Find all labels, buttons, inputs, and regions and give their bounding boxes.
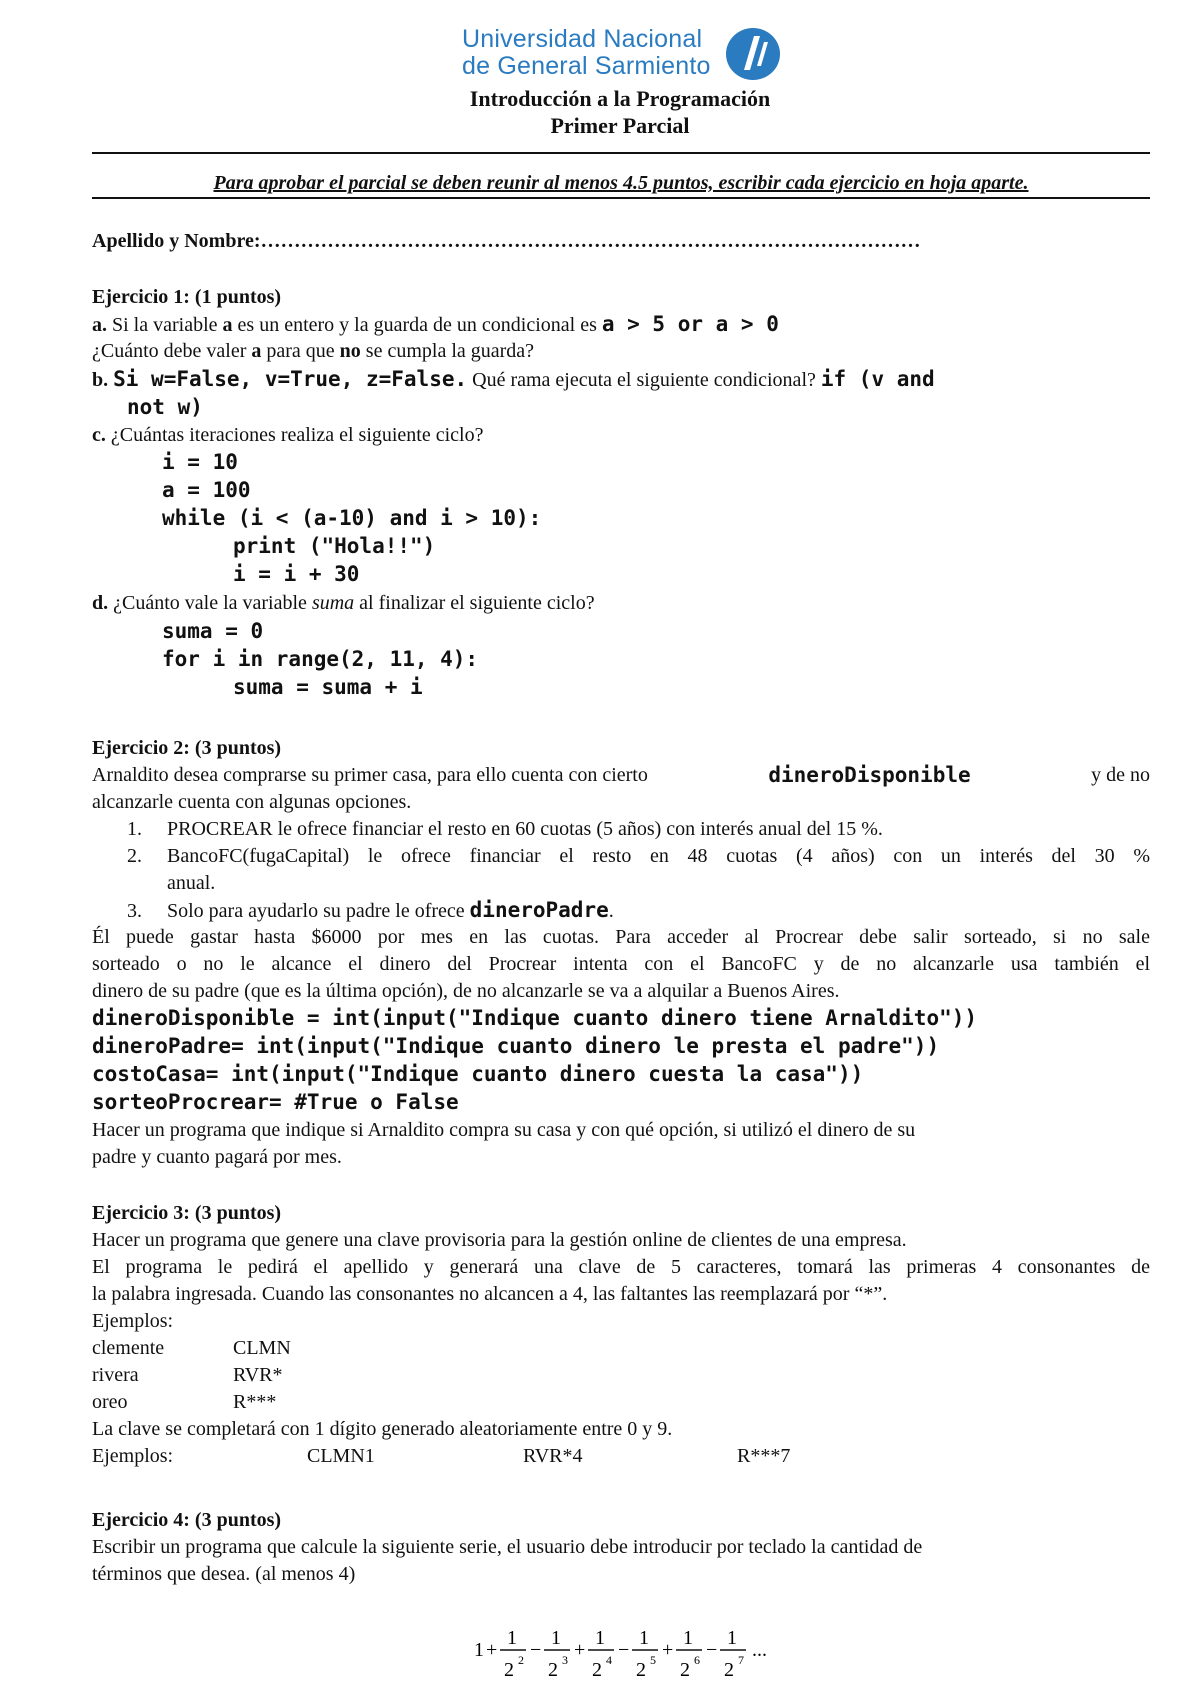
ex2-option-tail: . (608, 900, 614, 922)
formula-sign: − (618, 1639, 630, 1661)
notice-divider (92, 197, 1150, 199)
formula-denominator-base: 2 (504, 1659, 514, 1681)
formula-sign: + (662, 1639, 674, 1661)
ex1-c-code-line: a = 100 (162, 478, 251, 502)
ex1-c-code-line: i = i + 30 (233, 562, 360, 586)
ex1-a-q-var: a (251, 340, 262, 362)
ex3-example-key: R*** (233, 1391, 277, 1413)
ex1-b-cond1: if (v and (820, 367, 935, 391)
ex1-a-q-no: no (339, 340, 361, 362)
ex1-a-question (92, 338, 534, 364)
ex3-text-line: la palabra ingresada. Cuando las consonantes no alcancen a 4, las faltantes las reemplazará por “*”. (92, 1283, 888, 1305)
formula-sign: + (486, 1639, 498, 1661)
ex1-c-code-line: print ("Hola!!") (233, 534, 436, 558)
formula-numerator: 1 (727, 1627, 737, 1649)
ex3-examples2-label: Ejemplos: (92, 1445, 174, 1467)
formula-denominator-base: 2 (680, 1659, 690, 1681)
ex3-example2: CLMN1 (307, 1445, 375, 1467)
ex2-option-continued: anual. (167, 872, 216, 894)
formula-numerator: 1 (551, 1627, 561, 1649)
ex4-text-line: términos que desea. (al menos 4) (92, 1563, 356, 1585)
ex1-d (92, 590, 595, 616)
formula-denominator-exponent: 3 (562, 1653, 568, 1667)
ex1-a-label: a. (92, 314, 107, 336)
ex1-c (92, 422, 484, 448)
formula-denominator-base: 2 (592, 1659, 602, 1681)
ex1-a-text1: Si la variable (112, 314, 218, 336)
formula-denominator-base: 2 (724, 1659, 734, 1681)
ex1-b-text: Qué rama ejecuta el siguiente condicional? (472, 369, 816, 391)
ex1-c-label: c. (92, 424, 106, 446)
ex3-example2: R***7 (737, 1445, 791, 1467)
ex2-intro-line2: alcanzarle cuenta con algunas opciones. (92, 791, 412, 813)
ex3-title: Ejercicio 3: (3 puntos) (92, 1202, 282, 1224)
ex2-code-line: dineroDisponible = int(input("Indique cuanto dinero tiene Arnaldito")) (92, 1006, 978, 1030)
ex2-intro-text: Arnaldito desea comprarse su primer casa, para ello cuenta con cierto (92, 764, 648, 786)
ex1-d-text2: al finalizar el siguiente ciclo? (359, 592, 595, 614)
ex1-a-var: a (222, 314, 233, 336)
formula-denominator-base: 2 (548, 1659, 558, 1681)
ex1-a-text2: es un entero y la guarda de un condicional es (237, 314, 597, 336)
top-divider (92, 152, 1150, 154)
ex1-d-code-line: for i in range(2, 11, 4): (162, 647, 479, 671)
ex1-a (92, 311, 779, 338)
formula-denominator-exponent: 7 (738, 1653, 744, 1667)
formula-denominator-exponent: 2 (518, 1653, 524, 1667)
ex2-paragraph-line: sorteado o no le alcance el dinero del Procrear intenta con el BancoFC y de no alcanzarle usa también el (92, 953, 1150, 975)
ex1-a-q2: para que (266, 340, 335, 362)
ex1-b-cond2: not w) (127, 395, 203, 419)
formula-sign: − (706, 1639, 718, 1661)
ex3-example-word: rivera (92, 1364, 139, 1386)
ex1-title: Ejercicio 1: (1 puntos) (92, 286, 282, 308)
formula-numerator: 1 (507, 1627, 517, 1649)
ex1-b-code: Si w=False, v=True, z=False. (113, 367, 468, 391)
formula-numerator: 1 (595, 1627, 605, 1649)
ex2-title: Ejercicio 2: (3 puntos) (92, 737, 282, 759)
ex2-option-text: BancoFC(fugaCapital) le ofrece financiar el resto en 48 cuotas (4 años) con un interés del 30 % (167, 845, 1150, 867)
passing-notice: Para aprobar el parcial se deben reunir al menos 4.5 puntos, escribir cada ejercicio en hoja aparte. (213, 172, 1029, 194)
ex3-text-line: El programa le pedirá el apellido y generará una clave de 5 caracteres, tomará las primeras 4 consonantes de (92, 1256, 1150, 1278)
ex2-code-line: dineroPadre= int(input("Indique cuanto dinero le presta el padre")) (92, 1034, 940, 1058)
formula-denominator-exponent: 5 (650, 1653, 656, 1667)
ex2-task-line: Hacer un programa que indique si Arnaldito compra su casa y con qué opción, si utilizó el dinero de su (92, 1119, 916, 1141)
ex2-option-number: 1. (127, 818, 142, 840)
ex3-example-key: CLMN (233, 1337, 291, 1359)
ex1-d-code-line: suma = suma + i (233, 675, 423, 699)
university-emblem-icon (724, 26, 782, 82)
formula-ellipsis: ... (752, 1639, 767, 1661)
ex2-paragraph-line: dinero de su padre (que es la última opción), de no alcanzarle se va a alquilar a Buenos Aires. (92, 980, 840, 1002)
ex1-b-label: b. (92, 369, 109, 391)
ex2-intro-line1 (92, 762, 1150, 788)
ex3-example-key: RVR* (233, 1364, 283, 1386)
formula-numerator: 1 (639, 1627, 649, 1649)
ex2-option (127, 843, 1150, 869)
university-name-line1: Universidad Nacional (462, 25, 703, 53)
ex2-option-var: dineroPadre (469, 898, 609, 922)
ex2-option-number: 2. (127, 845, 142, 867)
ex3-example-word: oreo (92, 1391, 128, 1413)
ex1-d-label: d. (92, 592, 109, 614)
ex1-a-q3: se cumpla la guarda? (365, 340, 535, 362)
ex2-task-line: padre y cuanto pagará por mes. (92, 1146, 342, 1168)
ex3-example-word: clemente (92, 1337, 165, 1359)
ex3-example2: RVR*4 (523, 1445, 583, 1467)
ex1-c-code-line: while (i < (a-10) and i > 10): (162, 506, 542, 530)
formula-sign: − (530, 1639, 542, 1661)
university-logo (462, 26, 792, 86)
student-name-line: Apellido y Nombre:……………………………………………………………………………………… (92, 230, 921, 252)
university-name-line2: de General Sarmiento (462, 52, 711, 80)
ex2-option-text: Solo para ayudarlo su padre le ofrece (167, 900, 465, 922)
ex2-option-number: 3. (127, 900, 142, 922)
ex3-examples-label: Ejemplos: (92, 1310, 174, 1332)
formula-sign: + (574, 1639, 586, 1661)
ex2-option-text: PROCREAR le ofrece financiar el resto en 60 cuotas (5 años) con interés anual del 15 %. (167, 818, 883, 840)
ex2-code-line: sorteoProcrear= #True o False (92, 1090, 459, 1114)
formula-lead: 1 (474, 1639, 484, 1661)
ex1-d-code-line: suma = 0 (162, 619, 264, 643)
exam-title: Primer Parcial (550, 113, 690, 138)
ex1-a-q1: ¿Cuánto debe valer (92, 340, 247, 362)
ex2-option (127, 897, 614, 924)
ex2-paragraph-line: Él puede gastar hasta $6000 por mes en las cuotas. Para acceder al Procrear debe salir sorteado, si no sale (92, 926, 1150, 948)
university-name (462, 26, 711, 80)
formula-denominator-base: 2 (636, 1659, 646, 1681)
formula-numerator: 1 (683, 1627, 693, 1649)
ex1-c-text: ¿Cuántas iteraciones realiza el siguiente ciclo? (110, 424, 484, 446)
series-formula (470, 1612, 790, 1696)
ex3-text-line: Hacer un programa que genere una clave provisoria para la gestión online de clientes de una empresa. (92, 1229, 907, 1251)
ex2-intro-tail: y de no (1091, 764, 1150, 786)
ex4-title: Ejercicio 4: (3 puntos) (92, 1509, 282, 1531)
course-title: Introducción a la Programación (469, 86, 771, 111)
ex4-text-line: Escribir un programa que calcule la siguiente serie, el usuario debe introducir por teclado la cantidad de (92, 1536, 923, 1558)
formula-denominator-exponent: 6 (694, 1653, 700, 1667)
ex1-c-code-line: i = 10 (162, 450, 238, 474)
ex2-code-line: costoCasa= int(input("Indique cuanto dinero cuesta la casa")) (92, 1062, 864, 1086)
ex2-option (127, 816, 883, 842)
ex1-d-text1: ¿Cuánto vale la variable (113, 592, 307, 614)
ex3-text-line: La clave se completará con 1 dígito generado aleatoriamente entre 0 y 9. (92, 1418, 673, 1440)
ex1-a-code: a > 5 or a > 0 (601, 312, 779, 336)
formula-denominator-exponent: 4 (606, 1653, 612, 1667)
ex1-d-var: suma (311, 592, 355, 614)
ex1-b (92, 366, 935, 393)
ex2-intro-var: dineroDisponible (768, 763, 971, 787)
